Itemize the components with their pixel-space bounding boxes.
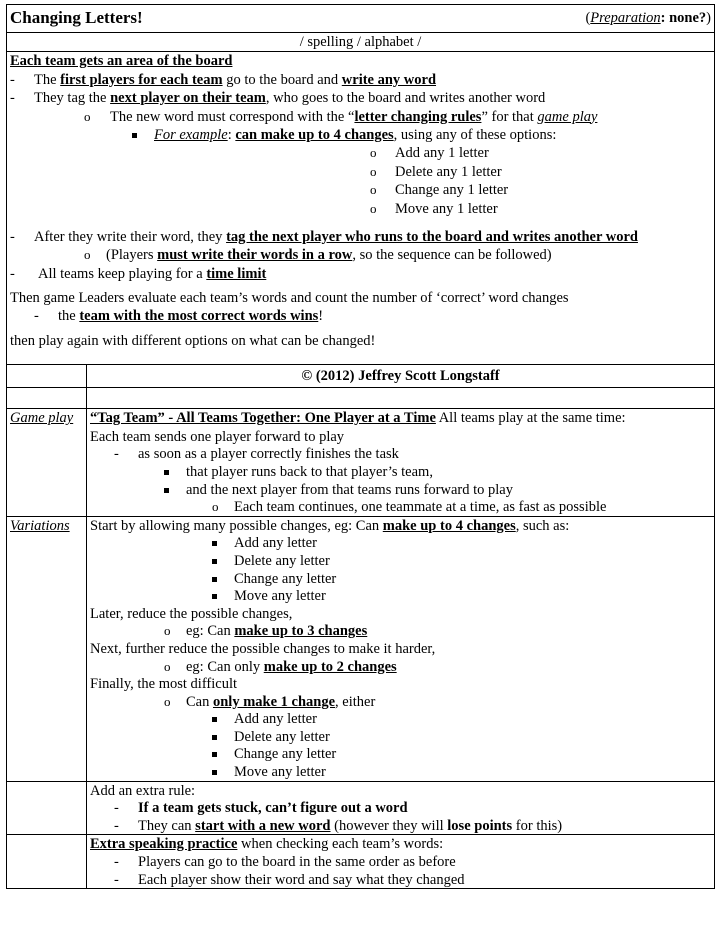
variation-opt-change: Change any letter — [234, 570, 337, 587]
variation-three: eg: Can make up to 3 changes — [186, 623, 368, 640]
line-after-write: After they write their word, they tag the next player who runs to the board and writes another word — [34, 228, 638, 245]
instructions-row: Each team gets an area of the board - The first players for each team go to the board and write any word - They tag the next player on their team, who goes to the board and writes another word o The new word must correspond with the “letter changing rules” for that game play For example: can make up to 4 changes, using any of these options: o Add any 1 letter o Delete any 1 letter o Change any 1 letter o Move any 1 letter - After they write their word, they tag the next player who runs to the board and writes another word o (Players must write their words in a row, so the sequence can be followed) - All teams keep playing for a time limit Then game Leaders evaluate each team’s words and count the number of ‘correct’ word changes - the team with the most correct words wins! then play again with different options on what can be changed! — [7, 52, 715, 365]
option-delete: Delete any 1 letter — [395, 163, 502, 180]
gameplay-line-5: Each team continues, one teammate at a time, as fast as possible — [234, 499, 607, 516]
page-title: Changing Letters! — [10, 8, 143, 27]
gameplay-line-3: that player runs back to that player’s team, — [186, 463, 433, 480]
line-winner: the team with the most correct words wins! — [58, 308, 324, 325]
speaking-heading-rest: when checking each team’s words: — [237, 836, 444, 853]
preparation-value: : none? — [660, 10, 707, 26]
speaking-line-1: Players can go to the board in the same order as before — [138, 854, 456, 871]
gameplay-line-2: as soon as a player correctly finishes the task — [138, 446, 399, 463]
spacer-row — [7, 388, 715, 409]
variations-label: Variations — [10, 517, 70, 534]
variation-opt-delete: Delete any letter — [234, 552, 330, 569]
preparation-label: Preparation — [590, 10, 661, 26]
gameplay-row: Game play “Tag Team” - All Teams Together: One Player at a Time All teams play at the same time: Each team sends one player forward to play - as soon as a player correctly finishes the task that player runs back to that player’s team, and the next player from that teams runs forward to play o Each team continues, one teammate at a time, as fast as possible — [7, 409, 715, 516]
line-new-word: The new word must correspond with the “letter changing rules” for that game play — [110, 108, 598, 125]
line-play-again: then play again with different options on what can be changed! — [10, 332, 376, 349]
line-write-in-row: (Players must write their words in a row, so the sequence can be followed) — [106, 247, 552, 264]
extra-rule-intro: Add an extra rule: — [90, 782, 196, 799]
variation-opt2-add: Add any letter — [234, 711, 317, 728]
variation-finally: Finally, the most difficult — [90, 676, 238, 693]
gameplay-line-4: and the next player from that teams runs forward to play — [186, 481, 513, 498]
variation-one: Can only make 1 change, either — [186, 693, 376, 710]
gameplay-line-1: Each team sends one player forward to play — [90, 428, 345, 445]
variation-two: eg: Can only make up to 2 changes — [186, 658, 397, 675]
speaking-row: Extra speaking practice when checking each team’s words: - Players can go to the board in the same order as before - Each player show their word and say what they changed — [7, 835, 715, 889]
line-tag-next: They tag the next player on their team, who goes to the board and writes another word — [34, 90, 546, 107]
variation-opt2-move: Move any letter — [234, 764, 326, 781]
variation-opt2-delete: Delete any letter — [234, 728, 330, 745]
variation-next: Next, further reduce the possible changes to make it harder, — [90, 640, 436, 657]
copyright-row — [7, 365, 715, 388]
extra-rule-new-word: They can start with a new word (however they will lose points for this) — [138, 817, 563, 834]
title-row — [7, 5, 715, 33]
activity-table — [6, 4, 715, 889]
option-add: Add any 1 letter — [395, 145, 489, 162]
variation-start: Start by allowing many possible changes, eg: Can make up to 4 changes, such as: — [90, 517, 570, 534]
instructions-heading: Each team gets an area of the board — [10, 53, 233, 70]
document-page — [6, 4, 714, 889]
extra-rule-row: Add an extra rule: - If a team gets stuck, can’t figure out a word - They can start with a new word (however they will lose points for this) — [7, 781, 715, 835]
gameplay-label: Game play — [10, 410, 74, 427]
line-for-example: For example: can make up to 4 changes, using any of these options: — [154, 126, 557, 143]
category-tags: / spelling / alphabet / — [299, 34, 422, 50]
variation-opt-move: Move any letter — [234, 588, 326, 605]
variation-opt-add: Add any letter — [234, 535, 317, 552]
variation-opt2-change: Change any letter — [234, 746, 337, 763]
speaking-heading: Extra speaking practice — [90, 836, 238, 853]
extra-rule-stuck: If a team gets stuck, can’t figure out a word — [138, 800, 408, 817]
copyright-text: © (2012) Jeffrey Scott Longstaff — [301, 368, 500, 385]
speaking-line-2: Each player show their word and say what they changed — [138, 871, 465, 888]
preparation-note: (Preparation: none?) — [585, 10, 712, 26]
option-change: Change any 1 letter — [395, 182, 509, 199]
line-first-players: The first players for each team go to the board and write any word — [34, 71, 437, 88]
option-move: Move any 1 letter — [395, 200, 498, 217]
variation-later: Later, reduce the possible changes, — [90, 605, 293, 622]
gameplay-title-rest: All teams play at the same time: — [435, 410, 626, 427]
line-evaluate: Then game Leaders evaluate each team’s words and count the number of ‘correct’ word changes — [10, 290, 569, 307]
variations-row: Variations Start by allowing many possible changes, eg: Can make up to 4 changes, such as: Add any letter Delete any letter Change any letter Move any letter Later, reduce the possible changes, o eg: Can make up to 3 changes Next, further reduce the possible changes to make it harder, o eg: Can only make up to 2 changes Finally, the most difficult o Can only make 1 change, either Add any letter Delete any letter Change any letter Move any letter — [7, 516, 715, 781]
gameplay-title: “Tag Team” - All Teams Together: One Player at a Time — [90, 410, 436, 427]
line-time-limit: All teams keep playing for a time limit — [38, 265, 267, 282]
tags-row — [7, 33, 715, 52]
